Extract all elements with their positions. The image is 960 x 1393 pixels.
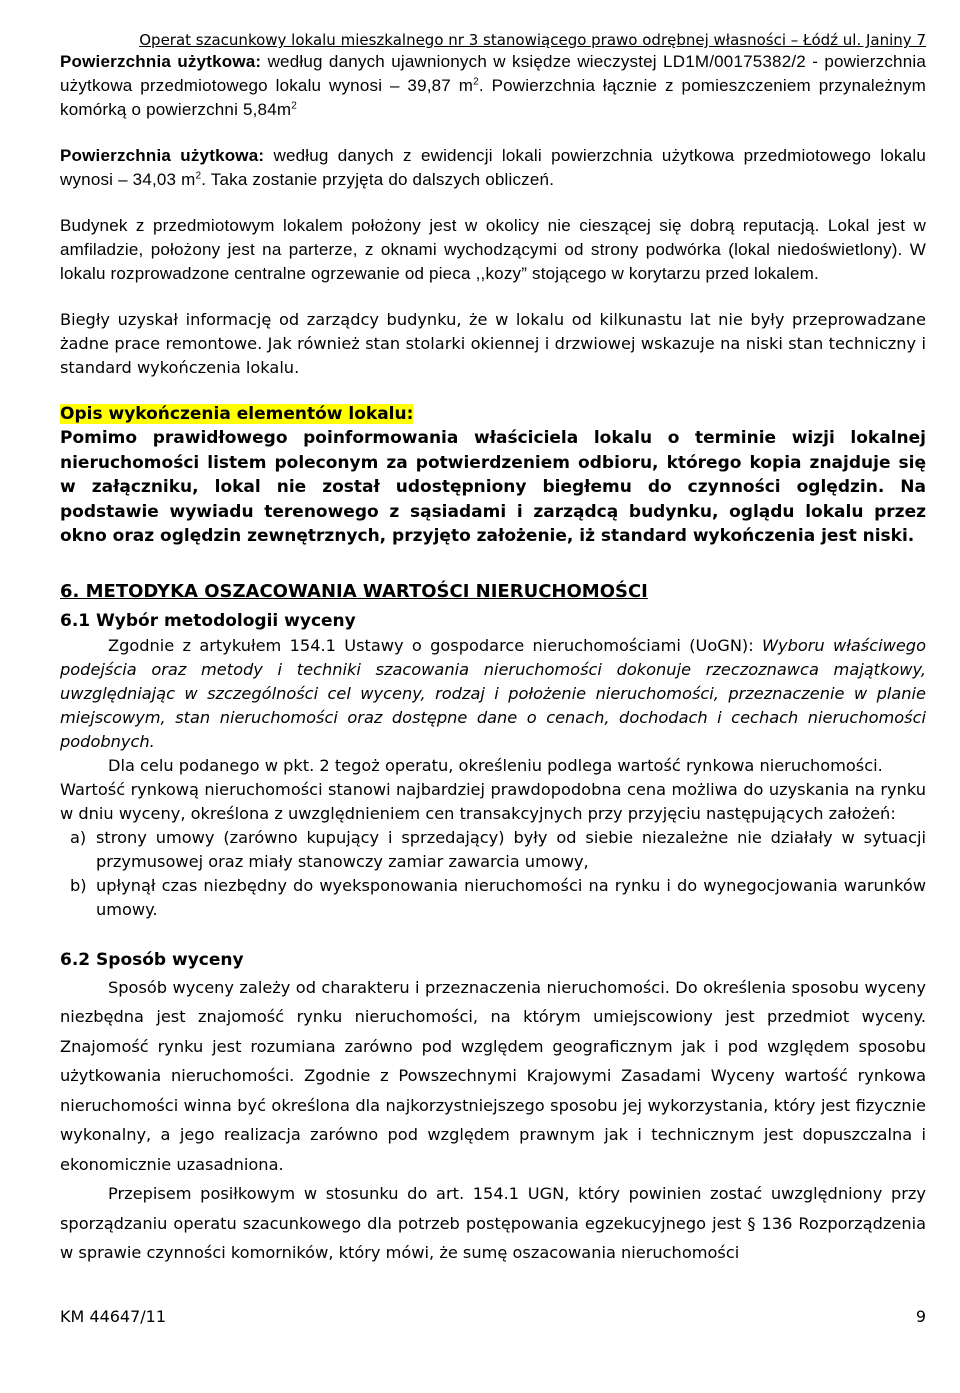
list-item: a) strony umowy (zarówno kupujący i sprzedający) były od siebie niezależne nie działały w sytuacji przymusowej oraz miały stanowczy zamiar zawarcia umowy, [70, 827, 926, 871]
list-item: b) upłynął czas niezbędny do wyeksponowania nieruchomości na rynku i do wynegocjowania warunków umowy. [70, 875, 926, 919]
section-6-2-paragraph-2: Przepisem posiłkowym w stosunku do art. 154.1 UGN, który powinien zostać uwzględniony przy sporządzaniu operatu szacunkowego dla potrzeb postępowania egzekucyjnego jest § 136 Rozporządzenia w sprawie czynności komorników, który mówi, że sumę oszacowania nieruchomości [60, 1184, 926, 1262]
assumptions-list [60, 826, 926, 922]
section-6-heading: 6. METODYKA OSZACOWANIA WARTOŚCI NIERUCHOMOŚCI [60, 580, 648, 602]
paragraph-building-location: Budynek z przedmiotowym lokalem położony jest w okolicy nie cieszącej się dobrą reputacją. Lokal jest w amfiladzie, położony jest na parterze, z oknami wychodzącymi od strony podwórka (lokal niedoświetlony). W lokalu rozprowadzone centralne ogrzewanie od pieca ,,kozy” stojącego w korytarzu przed lokalem. [60, 216, 926, 283]
section-6-1-paragraph-2: Dla celu podanego w pkt. 2 tegoż operatu, określeniu podlega wartość rynkowa nieruchomości. [108, 755, 883, 775]
opis-heading: Opis wykończenia elementów lokalu: [60, 404, 414, 424]
opis-text: Pomimo prawidłowego poinformowania właściciela lokalu o terminie wizji lokalnej nieruchomości listem poleconym za potwierdzeniem odbioru, którego kopia znajduje się w załączniku, lokal nie został udostępniony biegłemu do czynności oględzin. Na podstawie wywiadu terenowego z sąsiadami i zarządcą budynku, oglądu lokalu przez okno oraz oględzin zewnętrznych, przyjęto założenie, iż standard wykończenia jest niski. [60, 428, 926, 546]
section-6-2-heading: 6.2 Sposób wyceny [60, 949, 244, 970]
opis-heading-line [60, 402, 926, 426]
section-6-1-heading: 6.1 Wybór metodologii wyceny [60, 610, 356, 631]
case-number: KM 44647/11 [60, 1307, 167, 1326]
document-page [60, 30, 926, 1268]
paragraph-area-kw: Powierzchnia użytkowa: według danych ujawnionych w księdze wieczystej LD1M/00175382/2 - powierzchnia użytkowa przedmiotowego lokalu wynosi – 39,87 $m^2$. Powierzchnia łącznie z pomieszczeniem przynależnym komórką o powierzchni $5,84m^2$ [60, 52, 926, 119]
label-bold: Powierzchnia użytkowa: [60, 146, 265, 165]
section-6-2-paragraph-1: Sposób wyceny zależy od charakteru i przeznaczenia nieruchomości. Do określenia sposobu wyceny niezbędna jest znajomość rynku nieruchomości, na którym umiejscowiony jest przedmiot wyceny. Znajomość rynku jest rozumiana zarówno pod względem geograficznym jak i pod względem sposobu użytkowania nieruchomości. Zgodnie z Powszechnymi Krajowymi Zasadami Wyceny wartość rynkowa nieruchomości winna być określona dla najkorzystniejszego sposobu jej wykorzystania, który jest fizycznie wykonalny, a jego realizacja zarówno pod względem prawnym jak i technicznym jest dopuszczalna i ekonomicznie uzasadniona. [60, 977, 926, 1174]
label-bold: Powierzchnia użytkowa: [60, 52, 262, 71]
page-header: Operat szacunkowy lokalu mieszkalnego nr 3 stanowiącego prawo odrębnej własności – Łódź ul. Janiny 7 [139, 31, 926, 49]
page-number: 9 [915, 1307, 926, 1326]
section-6-1-paragraph-1: Zgodnie z artykułem 154.1 Ustawy o gospodarce nieruchomościami (UoGN): Wyboru właściwego podejścia oraz metody i techniki szacowania nieruchomości dokonuje rzeczoznawca majątkowy, uwzględniając w szczególności cel wyceny, rodzaj i położenie nieruchomości, przeznaczenie w planie miejscowym, stan nieruchomości oraz dostępne dane o cenach, dochodach i cechach nieruchomości podobnych. [60, 635, 926, 751]
section-6-1-paragraph-3: Wartość rynkową nieruchomości stanowi najbardziej prawdopodobna cena możliwa do uzyskania na rynku w dniu wyceny, określona z uwzględnieniem cen transakcyjnych przy przyjęciu następujących założeń: [60, 779, 926, 823]
paragraph-no-renovation: Biegły uzyskał informację od zarządcy budynku, że w lokalu od kilkunastu lat nie były przeprowadzane żadne prace remontowe. Jak również stan stolarki okiennej i drzwiowej wskazuje na niski stan techniczny i standard wykończenia lokalu. [60, 310, 926, 377]
paragraph-area-ewidencja: Powierzchnia użytkowa: według danych z ewidencji lokali powierzchnia użytkowa przedmiotowego lokalu wynosi – 34,03 $m^2$. Taka zostanie przyjęta do dalszych obliczeń. [60, 146, 926, 189]
